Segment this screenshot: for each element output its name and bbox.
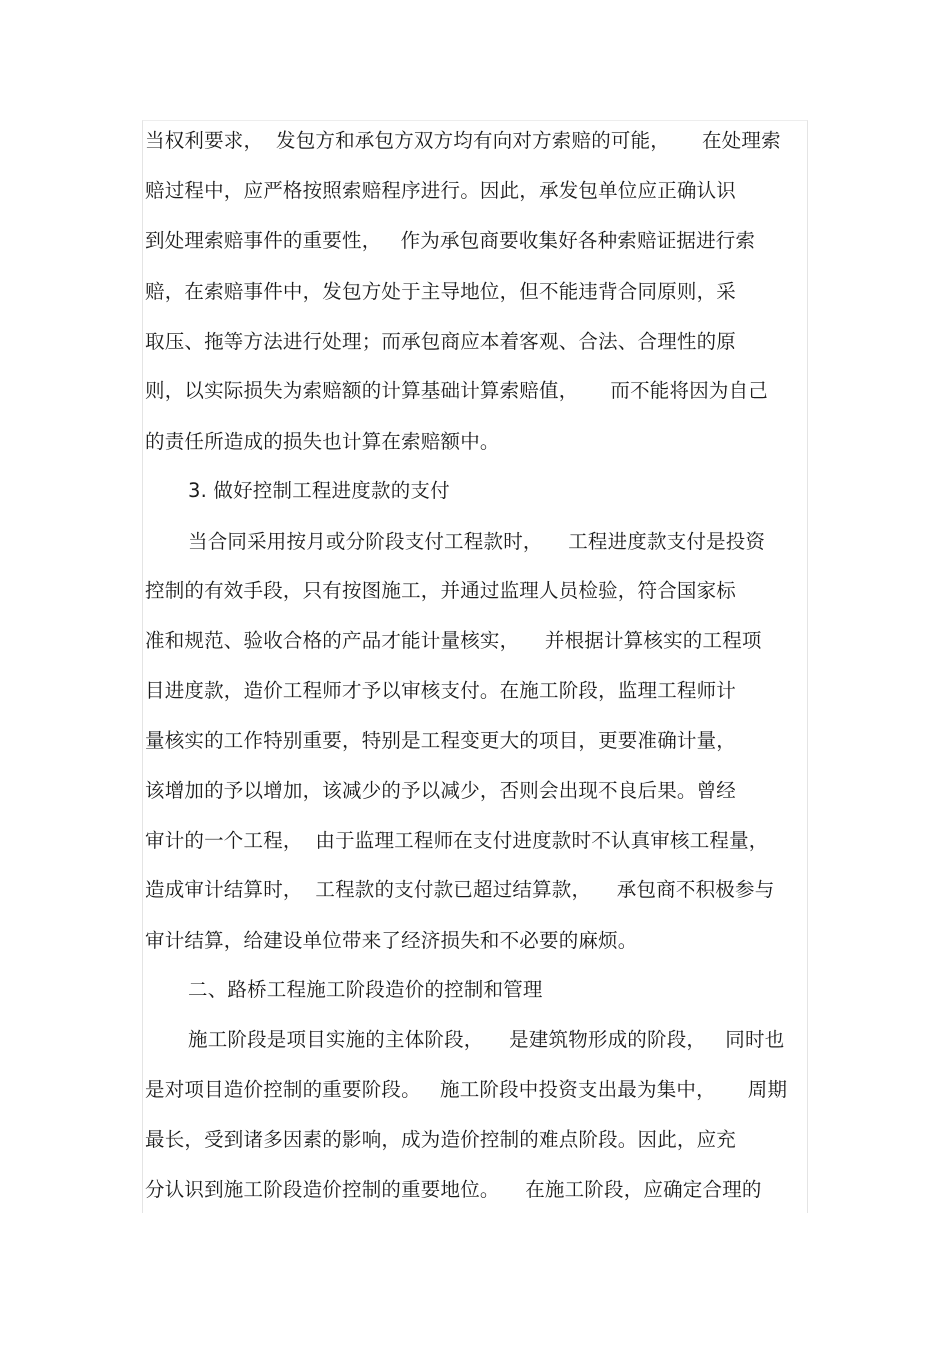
- text-line: 最长，受到诸多因素的影响，成为造价控制的难点阶段。因此，应充: [145, 1128, 737, 1151]
- text-line: 的责任所造成的损失也计算在索赔额中。: [145, 430, 500, 453]
- text-line: 审计的一个工程， 由于监理工程师在支付进度款时不认真审核工程量，: [145, 829, 769, 852]
- text-line: 取压、拖等方法进行处理；而承包商应本着客观、合法、合理性的原: [145, 330, 737, 353]
- text-line: 到处理索赔事件的重要性， 作为承包商要收集好各种索赔证据进行索: [145, 229, 756, 252]
- section-heading: 二、路桥工程施工阶段造价的控制和管理: [188, 978, 543, 1001]
- text-line: 控制的有效手段，只有按图施工，并通过监理人员检验，符合国家标: [145, 579, 737, 602]
- text-line: 赔，在索赔事件中，发包方处于主导地位，但不能违背合同原则，采: [145, 280, 737, 303]
- text-line: 造成审计结算时， 工程款的支付款已超过结算款， 承包商不积极参与: [145, 878, 775, 901]
- text-line: 该增加的予以增加，该减少的予以减少，否则会出现不良后果。曾经: [145, 779, 737, 802]
- text-line: 当合同采用按月或分阶段支付工程款时， 工程进度款支付是投资: [188, 530, 766, 553]
- text-line: 审计结算，给建设单位带来了经济损失和不必要的麻烦。: [145, 929, 638, 952]
- text-line: 目进度款，造价工程师才予以审核支付。在施工阶段，监理工程师计: [145, 679, 737, 702]
- text-line: 当权利要求， 发包方和承包方双方均有向对方索赔的可能， 在处理索: [145, 129, 781, 152]
- text-line: 准和规范、验收合格的产品才能计量核实， 并根据计算核实的工程项: [145, 629, 762, 652]
- text-line: 是对项目造价控制的重要阶段。 施工阶段中投资支出最为集中， 周期: [145, 1078, 788, 1101]
- text-line: 施工阶段是项目实施的主体阶段， 是建筑物形成的阶段， 同时也: [188, 1028, 785, 1051]
- section-heading: 3. 做好控制工程进度款的支付: [188, 479, 450, 502]
- text-line: 赔过程中，应严格按照索赔程序进行。因此，承发包单位应正确认识: [145, 179, 737, 202]
- text-line: 量核实的工作特别重要，特别是工程变更大的项目，更要准确计量，: [145, 729, 737, 752]
- text-line: 则，以实际损失为索赔额的计算基础计算索赔值， 而不能将因为自己: [145, 379, 768, 402]
- text-line: 分认识到施工阶段造价控制的重要地位。 在施工阶段，应确定合理的: [145, 1178, 762, 1201]
